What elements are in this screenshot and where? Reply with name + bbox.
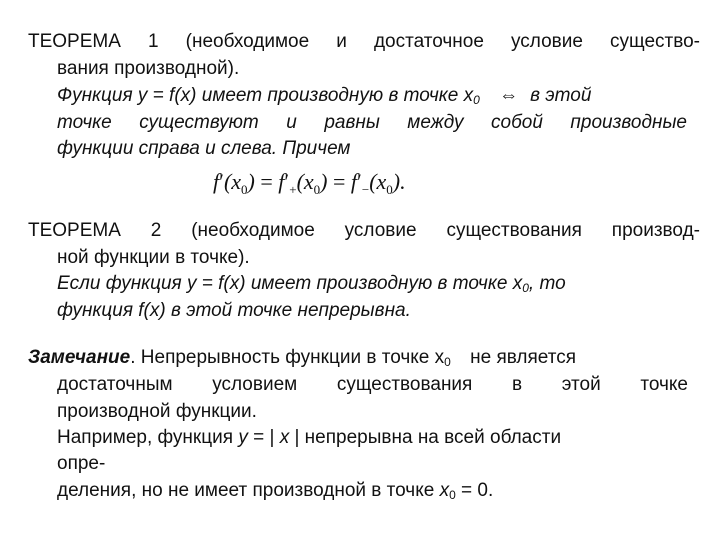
remark-text-a: . Непрерывность функции в точке x: [130, 347, 445, 368]
formula-f3: f: [350, 169, 358, 194]
remark-line1: [28, 345, 688, 371]
equivalence-arrow-icon: ⇔: [499, 85, 519, 106]
theorem1-statement-text-b: в этой: [530, 85, 592, 106]
remark-example-x: x: [279, 427, 290, 448]
remark-line4: [57, 425, 561, 451]
remark-example-text-b: = |: [247, 427, 280, 448]
formula-arg3: (x: [369, 169, 387, 194]
formula-sub3: 0: [386, 182, 393, 197]
theorem1-statement-line2: точке существуют и равны между собой производные: [57, 112, 687, 133]
formula-close1: ): [247, 169, 255, 194]
remark-end-x: x: [439, 480, 450, 501]
remark-text-b: не является: [470, 347, 576, 368]
theorem2-statement-line1: [57, 271, 566, 297]
remark-end-x0-subscript: 0: [449, 488, 456, 502]
theorem1-x0-subscript: 0: [473, 93, 480, 107]
remark-example-y: y: [238, 427, 248, 448]
theorem2-x0-subscript: 0: [522, 281, 529, 295]
derivative-equality-formula: [213, 166, 473, 198]
theorem2-statement-text-a: Если функция y = f(x) имеет производную в точке x: [57, 273, 523, 294]
formula-sub2: 0: [313, 182, 321, 197]
remark-label: Замечание: [28, 347, 131, 368]
remark-line2: достаточным условием существования в этой точке: [57, 374, 688, 395]
theorem2-heading-line1: ТЕОРЕМА 2 (необходимое условие существования производ-: [28, 220, 700, 241]
formula-eq1: =: [254, 169, 279, 194]
remark-line5: опре-: [57, 453, 106, 474]
remark-line6: [57, 478, 493, 504]
remark-end-text-a: деления, но не имеет производной в точке: [57, 480, 440, 501]
remark-example-text-a: Например, функция: [57, 427, 239, 448]
theorem1-statement-line3: функции справа и слева. Причем: [57, 138, 351, 159]
formula-plus-index: +: [289, 182, 297, 197]
theorem1-statement-line1: [57, 83, 687, 109]
formula-f2: f: [278, 169, 285, 194]
formula-close3: ).: [392, 169, 406, 194]
remark-x0-subscript: 0: [444, 355, 451, 369]
formula-prime2: ′: [284, 169, 290, 194]
formula-minus-index: −: [361, 182, 370, 197]
formula-sub1: 0: [241, 182, 248, 197]
remark-line3: производной функции.: [57, 401, 257, 422]
remark-example-text-c: | непрерывна на всей области: [289, 427, 562, 448]
remark-end-text-b: = 0.: [455, 480, 494, 501]
formula-f1: f: [213, 169, 220, 194]
formula-eq2: =: [327, 169, 351, 194]
formula-close2: ): [320, 169, 328, 194]
formula-prime3: ′: [357, 169, 362, 194]
theorem1-heading-line1: ТЕОРЕМА 1 (необходимое и достаточное условие существо-: [28, 31, 700, 52]
formula-prime1: ′: [219, 169, 224, 194]
formula-arg2: (x: [296, 169, 314, 194]
theorem1-statement-text-a: Функция y = f(x) имеет производную в точке x: [57, 85, 474, 106]
formula-arg1: (x: [223, 169, 242, 194]
theorem2-statement-line2: функция f(x) в этой точке непрерывна.: [57, 300, 411, 321]
theorem1-heading-line2: вания производной).: [57, 58, 240, 79]
theorem2-heading-line2: ной функции в точке).: [57, 247, 250, 268]
theorem2-statement-text-b: , то: [528, 273, 566, 294]
